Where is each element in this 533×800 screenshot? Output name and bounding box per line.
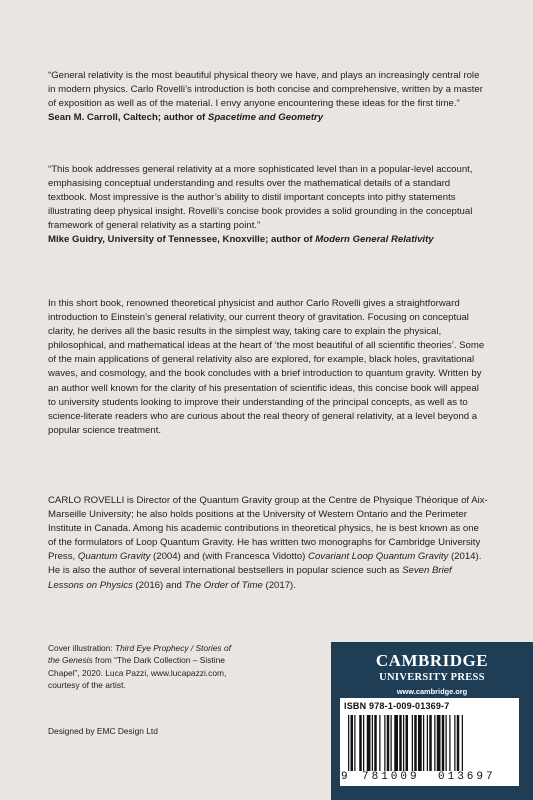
endorsement-book-title: Spacetime and Geometry (207, 112, 324, 124)
endorsement-text: “This book addresses general relativity at a more sophisticated level than in a popular-level account, emphasising conceptual understanding and results over the mathematical details of a standard textbook. Most impressive is the author’s ability to distil important concepts into pithy statements illustrating deep physical insight. Rovelli’s concise book provides a solid grounding in the conceptual framework of general relativity as a starting point.” (48, 164, 473, 232)
barcode-icon (348, 715, 512, 771)
barcode-bar (399, 715, 402, 771)
barcode-bar (374, 715, 377, 771)
barcode-bar (454, 715, 455, 771)
barcode-bar (391, 715, 392, 771)
barcode-bar (427, 715, 428, 771)
cover-illustration-credit: Cover illustration: Third Eye Prophecy / Stories of the Genesis from “The Dark Collection – Sistine Chapel”, 2020. Luca Pazzi, www.lucapazzi.com, courtesy of the artist. (48, 643, 231, 691)
barcode-bar (412, 715, 413, 771)
barcode-bar (359, 715, 362, 771)
publisher-logo-subname: UNIVERSITY PRESS (379, 672, 485, 683)
isbn-label: ISBN 978-1-009-01369-7 (344, 701, 450, 711)
barcode-bar (429, 715, 432, 771)
endorsement-attribution: Sean M. Carroll, Caltech; author of Spacetime and Geometry (48, 112, 324, 124)
bio-text: CARLO ROVELLI is Director of the Quantum Gravity group at the Centre de Physique Théorique of Aix-Marseille University; he also holds positions at the University of Western Ontario and the Perimeter Institute in Canada. Among his academic contributions in theoretical physics, he is best known as one of the formulators of Loop Quantum Gravity. He has written two monographs for Cambridge University Press, Quantum Gravity (2004) and (with Francesca Vidotto) Covariant Loop Quantum Gravity (2014). He is also the author of several international bestsellers in popular science such as Seven Brief Lessons on Physics (2016) and The Order of Time (2017). (48, 495, 488, 591)
barcode-bar (351, 715, 354, 771)
barcode-bar (414, 715, 417, 771)
endorsement-guidry (48, 163, 488, 248)
barcode-digits-left: 781009 (362, 771, 420, 783)
barcode-bar (434, 715, 435, 771)
endorsement-attribution: Mike Guidry, University of Tennessee, Knoxville; author of Modern General Relativity (48, 234, 434, 246)
barcode-bar (457, 715, 460, 771)
barcode-bar (403, 715, 404, 771)
barcode-bar (446, 715, 447, 771)
endorsement-book-title: Modern General Relativity (315, 234, 434, 246)
barcode-bar (394, 715, 398, 771)
barcode-bar (406, 715, 409, 771)
barcode-bar (372, 715, 373, 771)
barcode-digits-right: 013697 (438, 771, 496, 783)
endorsement-carroll (48, 69, 488, 125)
barcode-bar (462, 715, 463, 771)
designer-credit: Designed by EMC Design Ltd (48, 726, 158, 736)
barcode-bar (423, 715, 424, 771)
book-description (48, 297, 488, 438)
barcode-bar (363, 715, 364, 771)
barcode-bar (387, 715, 390, 771)
barcode-bar (437, 715, 441, 771)
barcode-bar (449, 715, 450, 771)
author-bio (48, 494, 488, 593)
barcode-bar (379, 715, 380, 771)
barcode-bar (442, 715, 445, 771)
barcode-bar (418, 715, 422, 771)
barcode-area (340, 698, 519, 786)
barcode-bar (367, 715, 371, 771)
barcode-bar (348, 715, 349, 771)
endorsement-text: “General relativity is the most beautiful physical theory we have, and plays an increasingly central role in modern physics. Carlo Rovelli’s introduction is both concise and comprehensive, written by a master of exposition as well as of the material. I envy anyone encountering these ideas for the first time.” (48, 70, 483, 110)
barcode-bar (354, 715, 355, 771)
publisher-url: www.cambridge.org (396, 687, 468, 696)
barcode-bar (384, 715, 385, 771)
description-text: In this short book, renowned theoretical physicist and author Carlo Rovelli gives a straightforward introduction to Einstein’s general relativity, our current theory of gravitation. Focusing on conceptual clarity, he derives all the basic results in the simplest way, taking care to explain the physical, philosophical, and mathematical ideas at the heart of ‘the most beautiful of all scientific theories’. Some of the main applications of general relativity also are explored, for example, black holes, gravitational waves, and cosmology, and the book concludes with a brief introduction to quantum gravity. Written by an author well known for the clarity of his presentation of scientific ideas, this concise book will appeal to university students looking to improve their understanding of the principal concepts, as well as to science-literate readers who are curious about the real theory of general relativity, at a level beyond a popular science treatment. (48, 298, 485, 436)
barcode-digit-first: 9 (341, 771, 348, 783)
publisher-logo-name: CAMBRIDGE (375, 651, 489, 670)
